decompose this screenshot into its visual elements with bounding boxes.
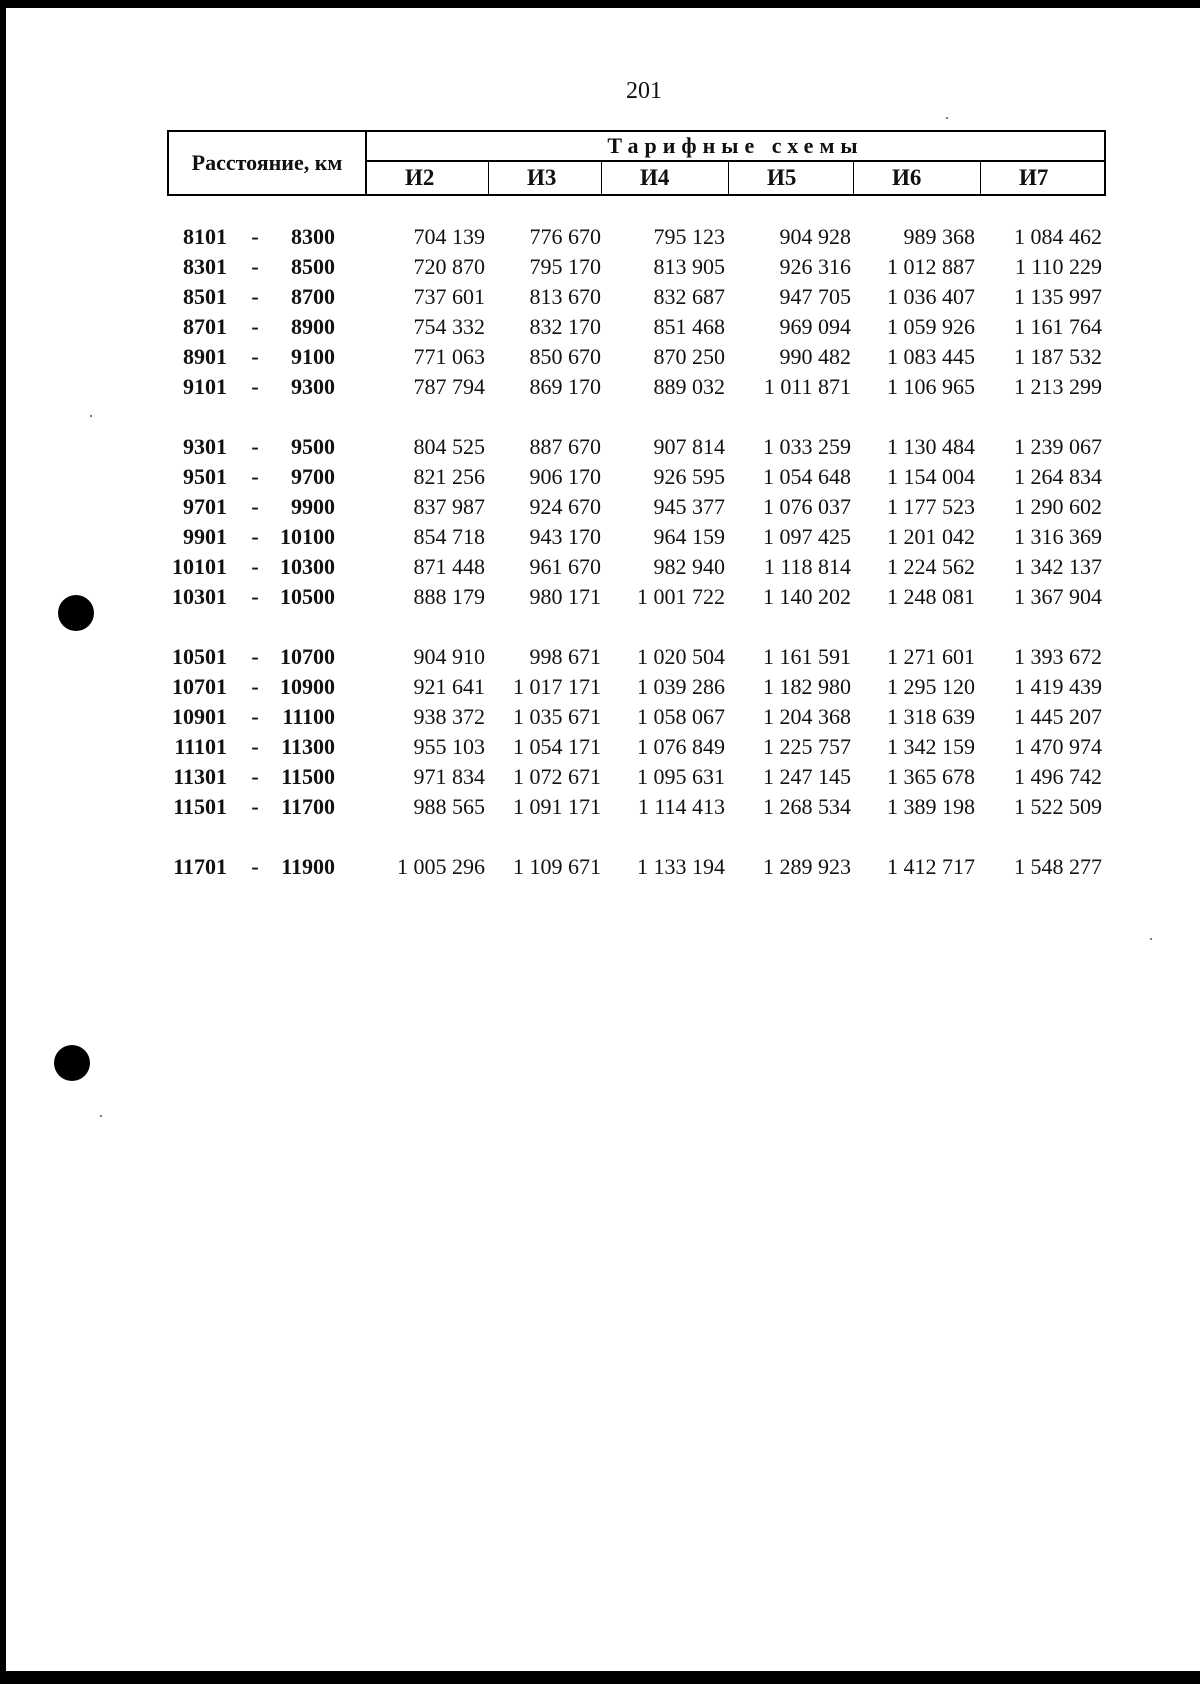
range-to: 9500: [291, 434, 335, 459]
table-row: [167, 312, 1117, 342]
range-dash: -: [251, 584, 259, 609]
range-to: 9700: [291, 464, 335, 489]
tariff-value-i7: 1 470 974: [1014, 734, 1102, 759]
tariff-value-i4: 945 377: [653, 494, 725, 519]
tariff-value-i2: 821 256: [413, 464, 485, 489]
range-to: 8300: [291, 224, 335, 249]
range-to: 10500: [280, 584, 335, 609]
tariff-value-i2: 754 332: [413, 314, 485, 339]
range-from: 11501: [173, 794, 227, 819]
tariff-value-i6: 1 177 523: [887, 494, 975, 519]
range-dash: -: [251, 254, 259, 279]
range-to: 11100: [282, 704, 335, 729]
tariff-value-i4: 1 039 286: [637, 674, 725, 699]
tariff-value-i7: 1 445 207: [1014, 704, 1102, 729]
tariff-value-i2: 904 910: [413, 644, 485, 669]
tariff-value-i4: 851 468: [653, 314, 725, 339]
column-header-i2: И2: [367, 162, 489, 194]
table-row: [167, 342, 1117, 372]
range-from: 11701: [173, 854, 227, 879]
table-row: [167, 732, 1117, 762]
tariff-value-i5: 1 225 757: [763, 734, 851, 759]
table-row: [167, 642, 1117, 672]
range-dash: -: [251, 344, 259, 369]
tariff-value-i2: 720 870: [413, 254, 485, 279]
punch-hole-mark: [58, 595, 94, 631]
range-from: 9301: [183, 434, 227, 459]
range-dash: -: [251, 854, 259, 879]
tariff-value-i4: 982 940: [653, 554, 725, 579]
tariff-value-i3: 961 670: [529, 554, 601, 579]
scan-border-top: [0, 0, 1200, 8]
tariff-value-i6: 1 059 926: [887, 314, 975, 339]
range-to: 9100: [291, 344, 335, 369]
tariff-value-i4: 1 058 067: [637, 704, 725, 729]
tariff-value-i6: 1 295 120: [887, 674, 975, 699]
tariff-value-i4: 1 001 722: [637, 584, 725, 609]
tariff-value-i2: 804 525: [413, 434, 485, 459]
tariff-value-i4: 964 159: [653, 524, 725, 549]
range-from: 9501: [183, 464, 227, 489]
range-to: 11300: [281, 734, 335, 759]
tariff-value-i4: 907 814: [653, 434, 725, 459]
tariff-value-i3: 887 670: [529, 434, 601, 459]
tariff-value-i6: 1 012 887: [887, 254, 975, 279]
scan-speck: [100, 1115, 102, 1117]
range-dash: -: [251, 434, 259, 459]
tariff-value-i7: 1 110 229: [1014, 254, 1102, 279]
tariff-value-i5: 926 316: [779, 254, 851, 279]
tariff-value-i7: 1 548 277: [1014, 854, 1102, 879]
distance-column-header: Расстояние, км: [169, 132, 367, 194]
range-dash: -: [251, 464, 259, 489]
tariff-value-i4: 889 032: [653, 374, 725, 399]
range-dash: -: [251, 284, 259, 309]
range-dash: -: [251, 494, 259, 519]
tariff-value-i6: 1 036 407: [887, 284, 975, 309]
tariff-value-i2: 1 005 296: [397, 854, 485, 879]
table-row: [167, 552, 1117, 582]
tariff-value-i6: 1 130 484: [887, 434, 975, 459]
tariff-value-i5: 969 094: [779, 314, 851, 339]
scan-speck: [1150, 938, 1152, 940]
range-from: 10101: [172, 554, 227, 579]
tariff-value-i4: 1 133 194: [637, 854, 725, 879]
range-from: 9701: [183, 494, 227, 519]
tariff-value-i7: 1 239 067: [1014, 434, 1102, 459]
range-to: 10100: [280, 524, 335, 549]
tariff-value-i7: 1 135 997: [1014, 284, 1102, 309]
range-dash: -: [251, 374, 259, 399]
tariff-value-i3: 1 091 171: [513, 794, 601, 819]
tariff-value-i6: 989 368: [903, 224, 975, 249]
tariff-value-i5: 904 928: [779, 224, 851, 249]
tariff-value-i4: 1 076 849: [637, 734, 725, 759]
tariff-value-i3: 1 017 171: [513, 674, 601, 699]
column-header-i7: И7: [1019, 165, 1049, 190]
tariff-value-i7: 1 084 462: [1014, 224, 1102, 249]
tariff-value-i3: 1 035 671: [513, 704, 601, 729]
table-row: [167, 582, 1117, 612]
table-row: [167, 702, 1117, 732]
table-row: [167, 222, 1117, 252]
tariff-value-i3: 980 171: [529, 584, 601, 609]
column-header-i4: И4: [602, 162, 729, 194]
range-from: 8301: [183, 254, 227, 279]
tariff-value-i4: 870 250: [653, 344, 725, 369]
tariff-value-i4: 795 123: [653, 224, 725, 249]
range-dash: -: [251, 554, 259, 579]
range-to: 11500: [281, 764, 335, 789]
tariff-value-i3: 776 670: [529, 224, 601, 249]
table-header: [167, 130, 1106, 196]
tariff-value-i6: 1 318 639: [887, 704, 975, 729]
tariff-value-i6: 1 201 042: [887, 524, 975, 549]
tariff-value-i2: 854 718: [413, 524, 485, 549]
tariff-value-i3: 1 109 671: [513, 854, 601, 879]
tariff-value-i7: 1 367 904: [1014, 584, 1102, 609]
range-dash: -: [251, 734, 259, 759]
range-to: 8500: [291, 254, 335, 279]
tariff-value-i6: 1 365 678: [887, 764, 975, 789]
tariff-value-i2: 737 601: [413, 284, 485, 309]
tariff-value-i5: 1 247 145: [763, 764, 851, 789]
page-number: 201: [626, 78, 662, 104]
tariff-value-i4: 1 114 413: [637, 794, 725, 819]
tariff-value-i2: 888 179: [413, 584, 485, 609]
tariff-value-i5: 1 140 202: [763, 584, 851, 609]
range-from: 10301: [172, 584, 227, 609]
tariff-schemes-header: Тарифные схемы: [367, 132, 1104, 162]
tariff-value-i7: 1 290 602: [1014, 494, 1102, 519]
range-from: 8501: [183, 284, 227, 309]
column-header-i6: И6: [854, 162, 981, 194]
range-to: 9300: [291, 374, 335, 399]
scan-speck: [946, 117, 948, 119]
range-to: 10300: [280, 554, 335, 579]
tariff-value-i5: 1 054 648: [763, 464, 851, 489]
tariff-value-i4: 1 020 504: [637, 644, 725, 669]
table-row: [167, 282, 1117, 312]
tariff-value-i7: 1 393 672: [1014, 644, 1102, 669]
range-from: 9901: [183, 524, 227, 549]
tariff-value-i6: 1 106 965: [887, 374, 975, 399]
tariff-value-i6: 1 083 445: [887, 344, 975, 369]
tariff-value-i5: 1 182 980: [763, 674, 851, 699]
tariff-value-i6: 1 342 159: [887, 734, 975, 759]
tariff-value-i5: 1 076 037: [763, 494, 851, 519]
range-to: 10700: [280, 644, 335, 669]
tariff-value-i6: 1 224 562: [887, 554, 975, 579]
tariff-value-i5: 1 161 591: [763, 644, 851, 669]
table-row: [167, 852, 1117, 882]
tariff-value-i4: 832 687: [653, 284, 725, 309]
scan-speck: [90, 415, 92, 417]
tariff-value-i4: 926 595: [653, 464, 725, 489]
range-dash: -: [251, 794, 259, 819]
tariff-value-i6: 1 248 081: [887, 584, 975, 609]
range-to: 8900: [291, 314, 335, 339]
table-row: [167, 432, 1117, 462]
tariff-value-i2: 871 448: [413, 554, 485, 579]
tariff-value-i5: 947 705: [779, 284, 851, 309]
tariff-value-i7: 1 187 532: [1014, 344, 1102, 369]
range-dash: -: [251, 524, 259, 549]
tariff-value-i4: 813 905: [653, 254, 725, 279]
tariff-value-i3: 850 670: [529, 344, 601, 369]
range-from: 11101: [174, 734, 227, 759]
tariff-value-i3: 813 670: [529, 284, 601, 309]
tariff-value-i3: 832 170: [529, 314, 601, 339]
range-from: 8101: [183, 224, 227, 249]
range-from: 8901: [183, 344, 227, 369]
tariff-value-i7: 1 264 834: [1014, 464, 1102, 489]
scan-border-left: [0, 0, 6, 1684]
tariff-value-i5: 1 289 923: [763, 854, 851, 879]
range-from: 10901: [172, 704, 227, 729]
range-dash: -: [251, 764, 259, 789]
tariff-value-i3: 998 671: [529, 644, 601, 669]
range-to: 9900: [291, 494, 335, 519]
range-from: 10501: [172, 644, 227, 669]
tariff-value-i3: 1 054 171: [513, 734, 601, 759]
column-header-i3: И3: [489, 162, 602, 194]
range-to: 11900: [281, 854, 335, 879]
tariff-value-i2: 771 063: [413, 344, 485, 369]
range-from: 8701: [183, 314, 227, 339]
range-dash: -: [251, 704, 259, 729]
range-from: 11301: [173, 764, 227, 789]
range-to: 8700: [291, 284, 335, 309]
tariff-value-i3: 906 170: [529, 464, 601, 489]
tariff-value-i2: 837 987: [413, 494, 485, 519]
tariff-value-i5: 1 033 259: [763, 434, 851, 459]
range-from: 10701: [172, 674, 227, 699]
range-dash: -: [251, 224, 259, 249]
tariff-value-i7: 1 419 439: [1014, 674, 1102, 699]
tariff-column-headers: [367, 162, 1104, 194]
tariff-value-i2: 971 834: [413, 764, 485, 789]
tariff-value-i2: 787 794: [413, 374, 485, 399]
range-dash: -: [251, 674, 259, 699]
tariff-value-i5: 1 097 425: [763, 524, 851, 549]
tariff-value-i2: 921 641: [413, 674, 485, 699]
tariff-value-i7: 1 316 369: [1014, 524, 1102, 549]
range-dash: -: [251, 314, 259, 339]
punch-hole-mark: [54, 1045, 90, 1081]
table-row: [167, 492, 1117, 522]
tariff-value-i3: 943 170: [529, 524, 601, 549]
table-row: [167, 792, 1117, 822]
tariff-value-i5: 1 268 534: [763, 794, 851, 819]
tariff-value-i2: 938 372: [413, 704, 485, 729]
tariff-value-i7: 1 522 509: [1014, 794, 1102, 819]
tariff-value-i2: 955 103: [413, 734, 485, 759]
tariff-value-i3: 1 072 671: [513, 764, 601, 789]
tariff-value-i7: 1 213 299: [1014, 374, 1102, 399]
tariff-value-i6: 1 412 717: [887, 854, 975, 879]
tariff-value-i3: 795 170: [529, 254, 601, 279]
table-row: [167, 372, 1117, 402]
range-to: 11700: [281, 794, 335, 819]
tariff-value-i6: 1 271 601: [887, 644, 975, 669]
tariff-value-i3: 924 670: [529, 494, 601, 519]
table-row: [167, 672, 1117, 702]
tariff-value-i2: 988 565: [413, 794, 485, 819]
tariff-value-i5: 1 204 368: [763, 704, 851, 729]
table-row: [167, 462, 1117, 492]
tariff-value-i7: 1 161 764: [1014, 314, 1102, 339]
tariff-value-i7: 1 342 137: [1014, 554, 1102, 579]
tariff-value-i6: 1 389 198: [887, 794, 975, 819]
table-row: [167, 252, 1117, 282]
tariff-value-i6: 1 154 004: [887, 464, 975, 489]
column-header-i5: И5: [729, 162, 854, 194]
table-row: [167, 762, 1117, 792]
tariff-value-i2: 704 139: [413, 224, 485, 249]
tariff-value-i5: 1 011 871: [763, 374, 851, 399]
range-dash: -: [251, 644, 259, 669]
range-to: 10900: [280, 674, 335, 699]
tariff-value-i5: 1 118 814: [763, 554, 851, 579]
tariff-value-i7: 1 496 742: [1014, 764, 1102, 789]
tariff-value-i5: 990 482: [779, 344, 851, 369]
tariff-value-i4: 1 095 631: [637, 764, 725, 789]
table-row: [167, 522, 1117, 552]
scan-border-bottom: [0, 1671, 1200, 1684]
range-from: 9101: [183, 374, 227, 399]
tariff-value-i3: 869 170: [529, 374, 601, 399]
